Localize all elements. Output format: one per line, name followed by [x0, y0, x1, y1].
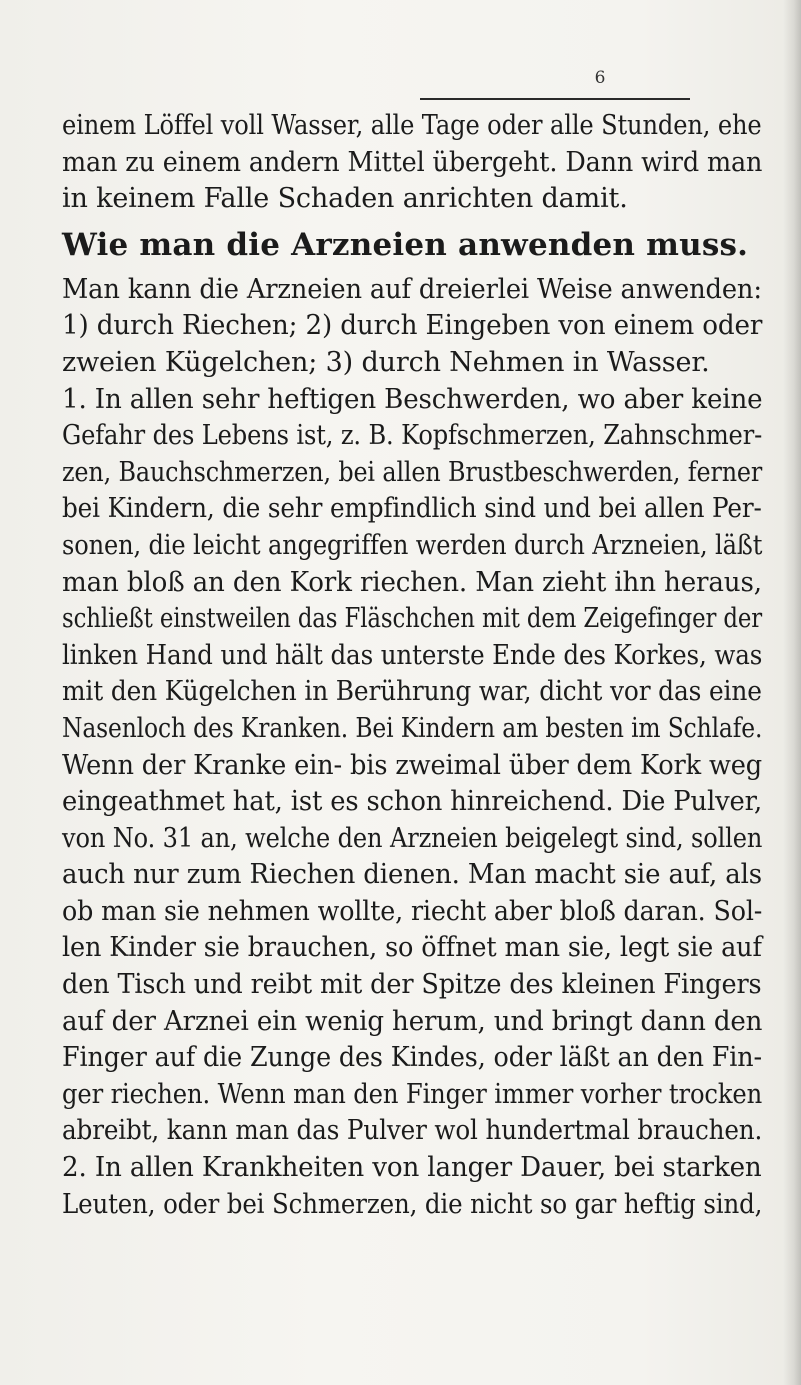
body-text [62, 108, 762, 1223]
text-line: eingeathmet hat, ist es schon hinreichend. Die Pulver, [62, 786, 763, 818]
text-line: in keinem Falle Schaden anrichten damit. [62, 183, 628, 215]
text-line: einem Löffel voll Wasser, alle Tage oder alle Stunden, ehe [62, 110, 762, 141]
text-line: ob man sie nehmen wollte, riecht aber bloß daran. Sol- [62, 895, 763, 927]
text-line: mit den Kügelchen in Berührung war, dicht vor das eine [62, 676, 762, 708]
text-line: sonen, die leicht angegriffen werden durch Arzneien, läßt [62, 529, 763, 561]
text-line: zen, Bauchschmerzen, bei allen Brustbeschwerden, ferner [62, 456, 763, 488]
text-line: man bloß an den Kork riechen. Man zieht ihn heraus, [62, 566, 762, 598]
text-line: Gefahr des Lebens ist, z. B. Kopfschmerzen, Zahnschmer- [62, 420, 763, 452]
text-line: 2. In allen Krankheiten von langer Dauer, bei starken [62, 1152, 762, 1184]
text-line: len Kinder sie brauchen, so öffnet man sie, legt sie auf [62, 932, 762, 964]
text-line: auch nur zum Riechen dienen. Man macht sie auf, als [62, 859, 762, 891]
text-line: ger riechen. Wenn man den Finger immer vorher trocken [62, 1078, 763, 1110]
text-line: 1. In allen sehr heftigen Beschwerden, wo aber keine [62, 383, 763, 415]
text-line: zweien Kügelchen; 3) durch Nehmen in Wasser. [62, 346, 710, 378]
text-line: 1) durch Riechen; 2) durch Eingeben von einem oder [62, 310, 763, 342]
text-line: linken Hand und hält das unterste Ende des Korkes, was [62, 639, 763, 671]
text-line: bei Kindern, die sehr empfindlich sind und bei allen Per- [62, 493, 762, 525]
text-line: abreibt, kann man das Pulver wol hundertmal brauchen. [62, 1115, 763, 1147]
text-line: von No. 31 an, welche den Arzneien beigelegt sind, sollen [62, 822, 763, 854]
text-line: Leuten, oder bei Schmerzen, die nicht so gar heftig sind, [62, 1188, 763, 1220]
text-line: Finger auf die Zunge des Kindes, oder läßt an den Fin- [62, 1042, 762, 1074]
text-line: Wenn der Kranke ein- bis zweimal über dem Kork weg [62, 749, 763, 781]
page-number: 6 [594, 68, 606, 88]
text-line: Man kann die Arzneien auf dreierlei Weise anwenden: [62, 273, 762, 305]
text-line: man zu einem andern Mittel übergeht. Dann wird man [62, 146, 763, 178]
text-line: schließt einstweilen das Fläschchen mit dem Zeigefinger der [62, 603, 763, 635]
section-heading: Wie man die Arzneien anwenden muss. [62, 226, 749, 263]
text-line: den Tisch und reibt mit der Spitze des kleinen Fingers [62, 969, 762, 1001]
text-line: Nasenloch des Kranken. Bei Kindern am besten im Schlafe. [62, 712, 763, 744]
page-edge-shadow [783, 0, 801, 1385]
header-rule [420, 98, 690, 100]
text-line: auf der Arznei ein wenig herum, und bringt dann den [62, 1005, 763, 1037]
